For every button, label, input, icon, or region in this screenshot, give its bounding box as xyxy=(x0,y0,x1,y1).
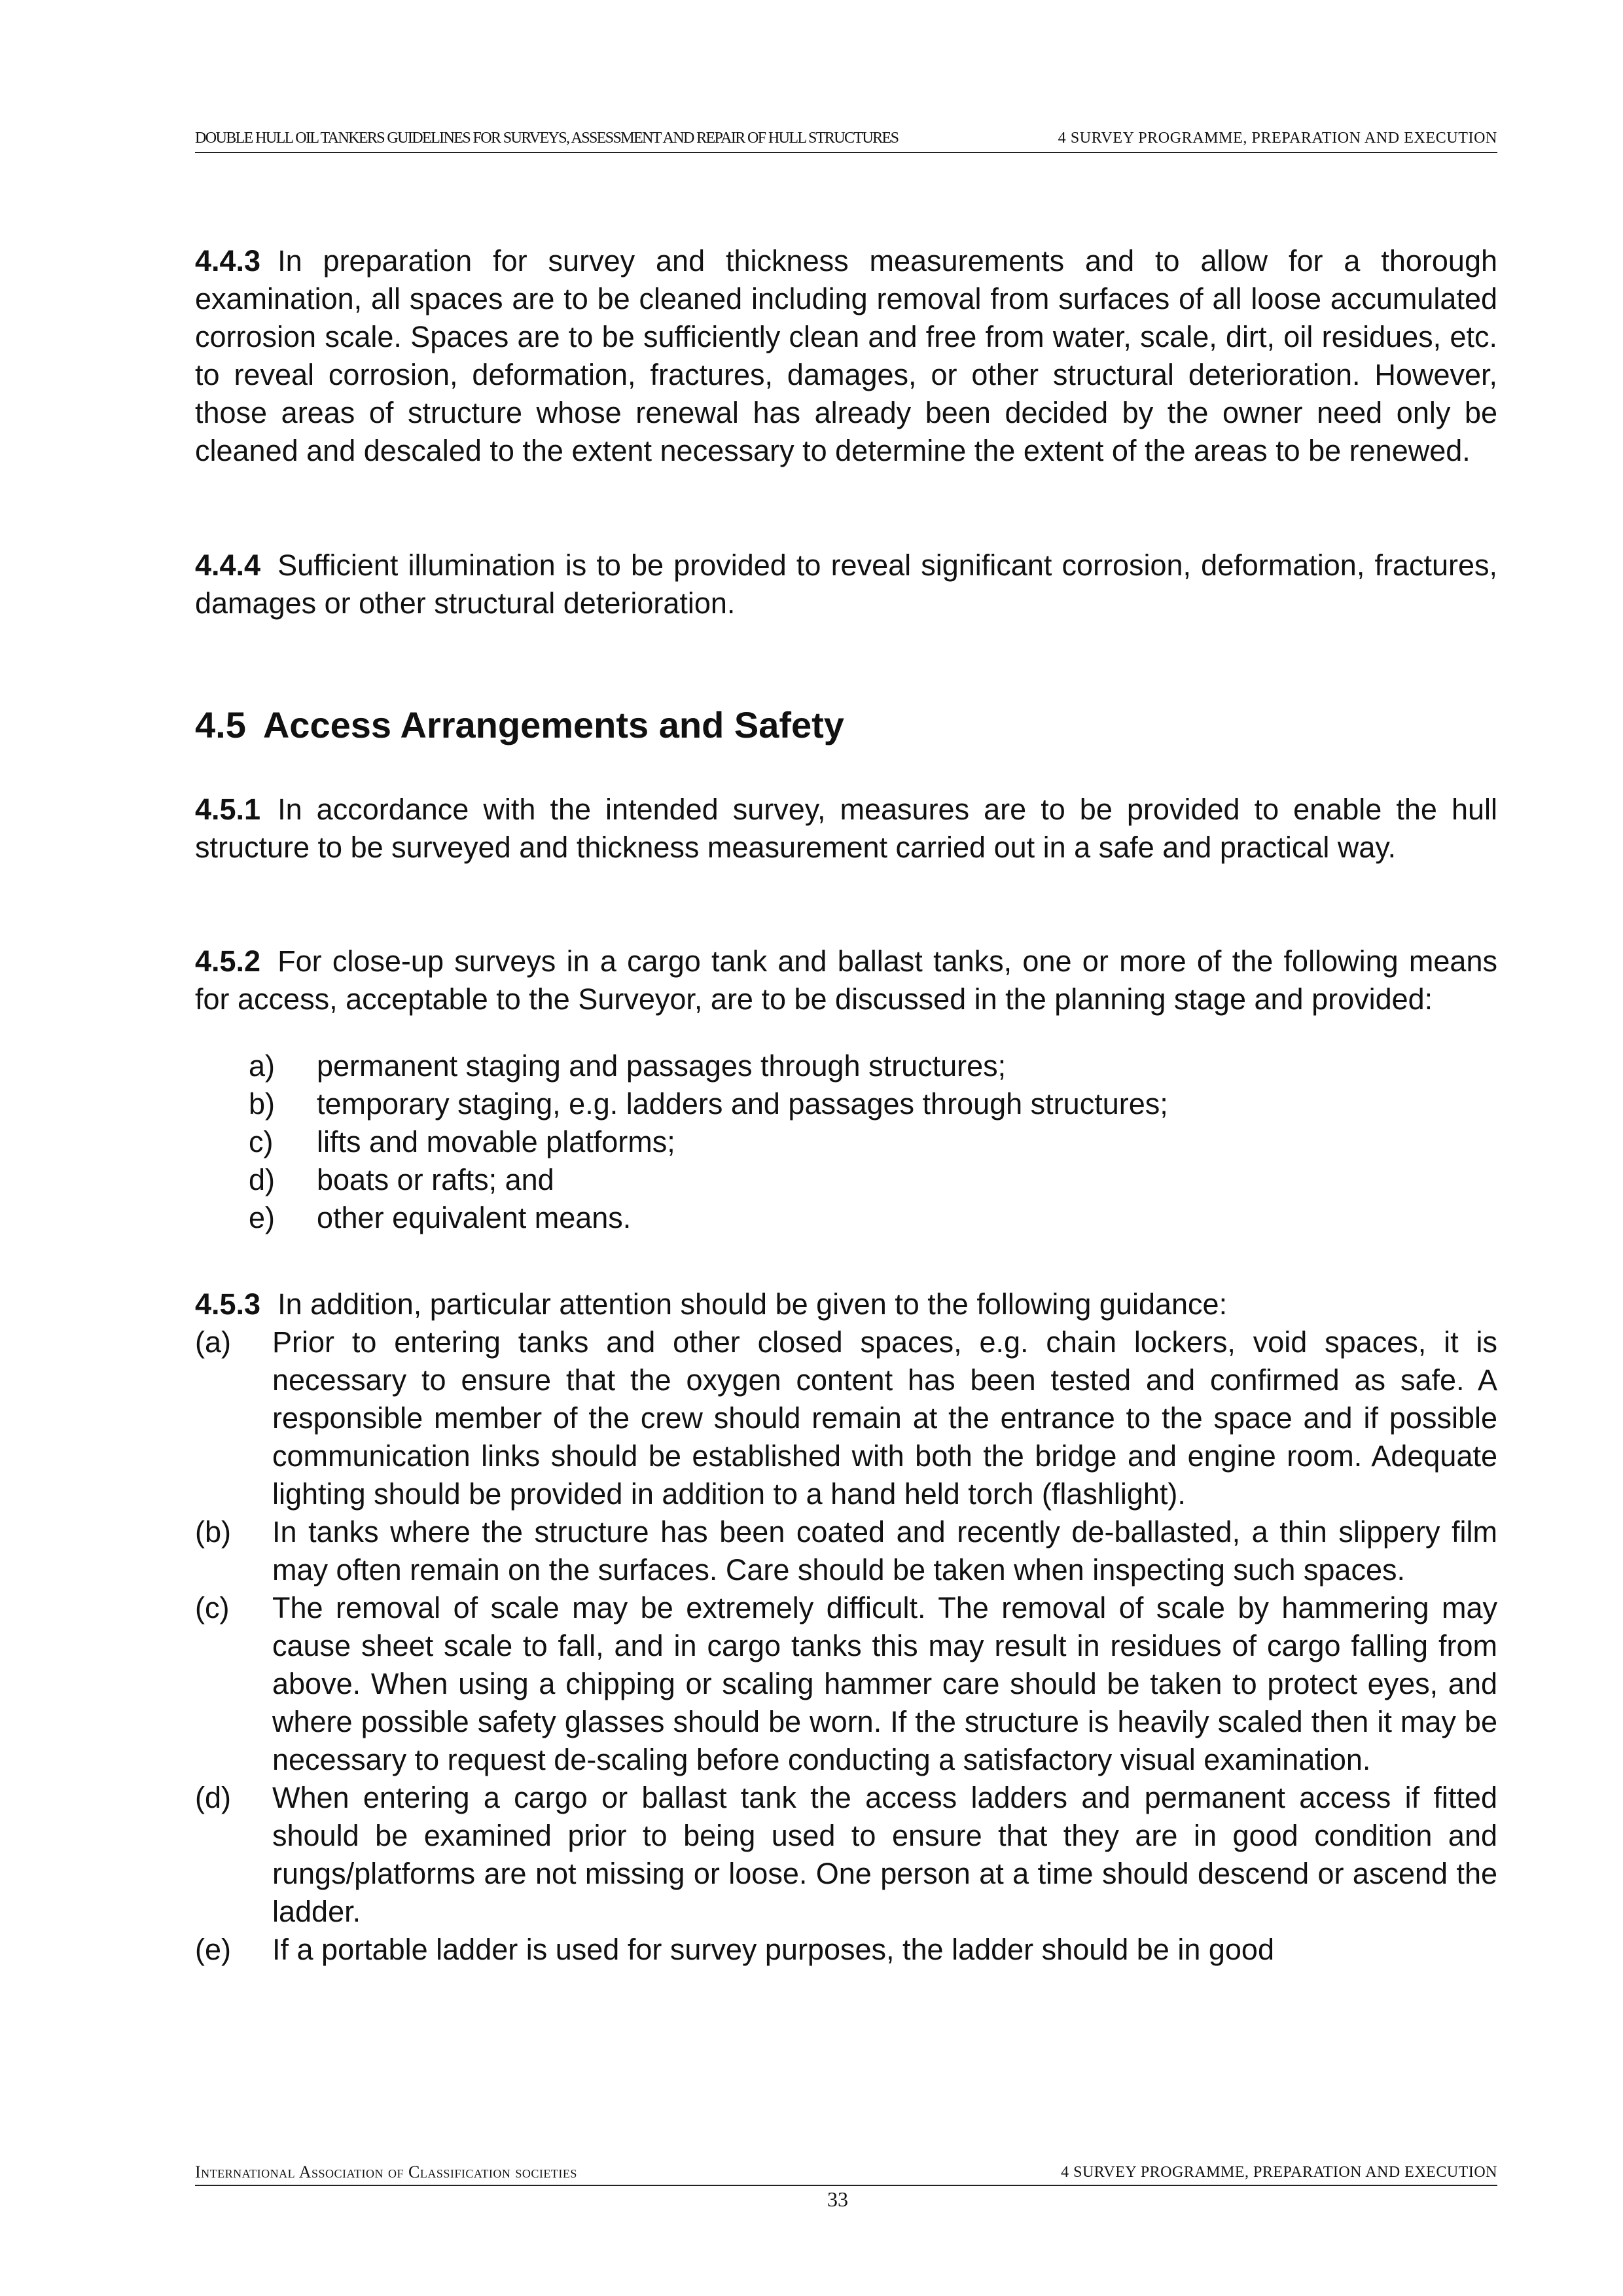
access-means-list xyxy=(249,1047,1492,1237)
paragraph-text: Sufficient illumination is to be provided to reveal significant corrosion, deformation, fractures, damages or other structural deterioration. xyxy=(195,548,1497,620)
paragraph-text: In preparation for survey and thickness measurements and to allow for a thorough examination, all spaces are to be cleaned including removal from surfaces of all loose accumulated corrosion scale. Spaces are to be sufficiently clean and free from water, scale, dirt, oil residues, etc. to reveal corrosion, deformation, fractures, damages, or other structural deterioration. However, those areas of structure whose renewal has already been decided by the owner need only be cleaned and descaled to the extent necessary to determine the extent of the areas to be renewed. xyxy=(195,244,1497,467)
list-item-text: In tanks where the structure has been coated and recently de-ballasted, a thin slippery film may often remain on the surfaces. Care should be taken when inspecting such spaces. xyxy=(272,1515,1497,1587)
list-item xyxy=(249,1085,1492,1123)
safety-guidance-list xyxy=(195,1323,1497,1969)
paragraph-number: 4.5.1 xyxy=(195,793,261,826)
paragraph-number: 4.4.4 xyxy=(195,548,261,582)
header-document-title: DOUBLE HULL OIL TANKERS GUIDELINES FOR SURVEYS, ASSESSMENT AND REPAIR OF HULL STRUCTURES xyxy=(195,130,899,147)
paragraph-text: In addition, particular attention should be given to the following guidance: xyxy=(277,1287,1228,1321)
list-marker: (a) xyxy=(195,1325,231,1359)
list-item xyxy=(195,1931,1497,1969)
footer-organization: International Association of Classification societies xyxy=(195,2162,577,2181)
paragraph-number: 4.5.2 xyxy=(195,944,261,978)
list-item-text: boats or rafts; and xyxy=(317,1163,554,1196)
list-marker: c) xyxy=(249,1125,274,1158)
running-header xyxy=(195,128,1497,153)
list-item xyxy=(195,1513,1497,1589)
list-marker: b) xyxy=(249,1087,276,1121)
list-item-text: Prior to entering tanks and other closed spaces, e.g. chain lockers, void spaces, it is necessary to ensure that the oxygen content has been tested and confirmed as safe. A responsible member of the crew should remain at the entrance to the space and if possible communication links should be established with both the bridge and engine room. Adequate lighting should be provided in addition to a hand held torch (flashlight). xyxy=(272,1325,1497,1511)
paragraph-number: 4.5.3 xyxy=(195,1287,261,1321)
list-item xyxy=(195,1589,1497,1779)
heading-title: Access Arrangements and Safety xyxy=(262,704,844,745)
heading-number: 4.5 xyxy=(195,704,246,745)
paragraph-4-5-2 xyxy=(195,942,1497,1018)
list-marker: e) xyxy=(249,1201,276,1234)
list-item-text: lifts and movable platforms; xyxy=(317,1125,675,1158)
list-item xyxy=(249,1123,1492,1161)
list-marker: (e) xyxy=(195,1933,231,1966)
list-marker: (d) xyxy=(195,1781,231,1814)
list-marker: (c) xyxy=(195,1591,230,1624)
paragraph-4-4-3 xyxy=(195,242,1497,470)
list-marker: d) xyxy=(249,1163,276,1196)
page-number: 33 xyxy=(827,2187,848,2211)
list-marker: a) xyxy=(249,1049,276,1083)
section-heading-4-5 xyxy=(195,704,844,746)
list-item xyxy=(249,1161,1492,1199)
paragraph-number: 4.4.3 xyxy=(195,244,261,278)
list-item xyxy=(195,1779,1497,1931)
footer-chapter-title: 4 SURVEY PROGRAMME, PREPARATION AND EXECUTION xyxy=(1061,2164,1497,2181)
paragraph-4-4-4 xyxy=(195,547,1497,622)
list-marker: (b) xyxy=(195,1515,231,1549)
paragraph-4-5-3 xyxy=(195,1285,1497,1323)
list-item-text: temporary staging, e.g. ladders and passages through structures; xyxy=(317,1087,1168,1121)
list-item-text: permanent staging and passages through structures; xyxy=(317,1049,1007,1083)
list-item-text: other equivalent means. xyxy=(317,1201,632,1234)
paragraph-4-5-1 xyxy=(195,791,1497,867)
paragraph-text: For close-up surveys in a cargo tank and ballast tanks, one or more of the following means for access, acceptable to the Surveyor, are to be discussed in the planning stage and provided: xyxy=(195,944,1497,1016)
list-item-text: The removal of scale may be extremely difficult. The removal of scale by hammering may cause sheet scale to fall, and in cargo tanks this may result in residues of cargo falling from above. When using a chipping or scaling hammer care should be taken to protect eyes, and where possible safety glasses should be worn. If the structure is heavily scaled then it may be necessary to request de-scaling before conducting a satisfactory visual examination. xyxy=(272,1591,1497,1776)
running-footer xyxy=(195,2161,1497,2186)
list-item-text: If a portable ladder is used for survey purposes, the ladder should be in good xyxy=(272,1933,1274,1966)
list-item xyxy=(249,1199,1492,1237)
paragraph-text: In accordance with the intended survey, measures are to be provided to enable the hull structure to be surveyed and thickness measurement carried out in a safe and practical way. xyxy=(195,793,1497,864)
header-chapter-title: 4 SURVEY PROGRAMME, PREPARATION AND EXECUTION xyxy=(1058,130,1497,147)
list-item xyxy=(195,1323,1497,1513)
list-item xyxy=(249,1047,1492,1085)
list-item-text: When entering a cargo or ballast tank the access ladders and permanent access if fitted should be examined prior to being used to ensure that they are in good condition and rungs/platforms are not missing or loose. One person at a time should descend or ascend the ladder. xyxy=(272,1781,1497,1928)
